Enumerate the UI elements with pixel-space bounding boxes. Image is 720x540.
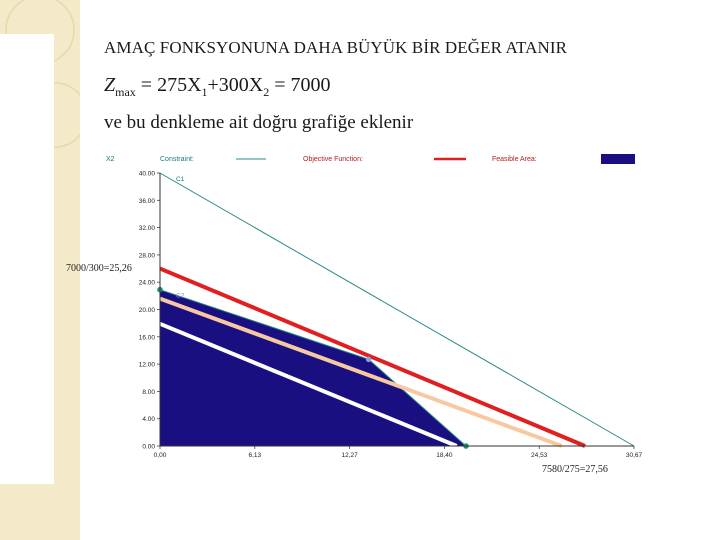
y-tick-label: 36.00 (138, 197, 155, 205)
y-intercept-annotation: 7000/300=25,26 (66, 263, 132, 274)
y-tick-label: 28.00 (138, 252, 155, 260)
eq-part-3: = 7000 (269, 74, 331, 96)
eq-part-1: = 275X (135, 74, 202, 96)
x-tick-label: 30,67 (625, 452, 643, 459)
eq-part-2: +300X (207, 74, 264, 96)
x-tick-label: 0,00 (153, 452, 167, 459)
x-tick-label: 6,13 (248, 452, 262, 459)
constraint-label-c2: C2 (176, 292, 185, 300)
y-tick-label: 8.00 (142, 388, 155, 396)
feasible-region (160, 290, 466, 446)
slide-subtext: ve bu denkleme ait doğru grafiğe eklenir (104, 112, 414, 133)
y-tick-label: 4.00 (142, 416, 155, 424)
legend-feasible-label: Feasible Area: (492, 156, 537, 163)
corner-point-marker (366, 357, 372, 363)
constraint-label-c1: C1 (176, 176, 185, 183)
y-tick-label: 12.00 (138, 361, 155, 369)
x2-subscript: 2 (263, 85, 270, 99)
legend-feasible-swatch (601, 154, 635, 164)
legend-constraint-label: Constraint: (160, 156, 194, 163)
z-subscript: max (115, 85, 136, 99)
y-tick-label: 20.00 (138, 307, 155, 314)
y-tick-label: 32.00 (138, 225, 155, 233)
x-tick-label: 24,53 (531, 452, 548, 459)
slide-title: AMAÇ FONKSYONUNA DAHA BÜYÜK BİR DEĞER ATANIR (104, 38, 568, 57)
z-symbol: Z (104, 74, 116, 96)
x-tick-label: 18,40 (436, 452, 453, 459)
y-tick-label: 0.00 (142, 443, 155, 451)
x-tick-label: 12,27 (341, 452, 358, 459)
y-tick-label: 24.00 (138, 279, 155, 287)
y-tick-label: 16.00 (138, 334, 155, 342)
x1-subscript: 1 (201, 85, 208, 99)
x-intercept-annotation: 7580/275=27,56 (542, 464, 608, 475)
legend-objective-label: Objective Function: (303, 156, 363, 163)
y-tick-label: 40.00 (138, 170, 155, 178)
legend-axis-label: X2 (106, 156, 115, 163)
